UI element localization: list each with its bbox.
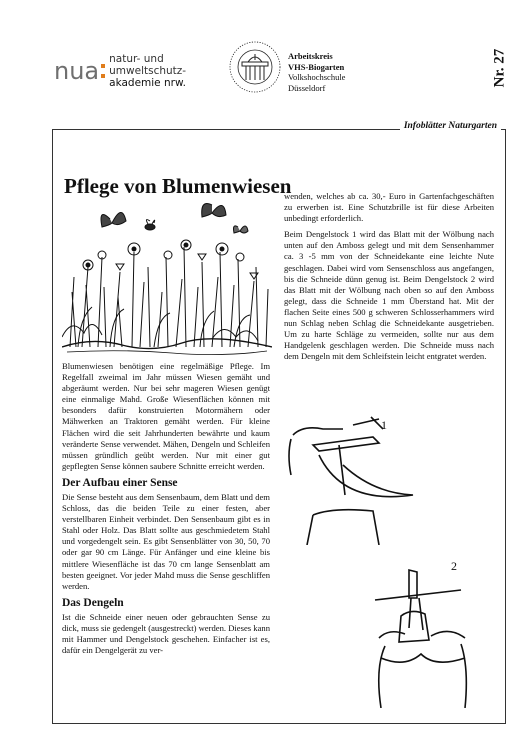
org-name: Arbeitskreis <box>288 51 333 61</box>
nua-logo-line-1: natur- und <box>109 53 164 65</box>
dengeln-paragraph: Ist die Schneide einer neuen oder gebrauchten Sense zu dick, muss sie gedengelt (ausgestreckt) werden. Dieses kann mit Hammer und Dengelstock geschehen. Einfacher ist es, dafür ein Dengelgerät zu ver- <box>62 611 270 656</box>
figure-label-1: 1 <box>381 418 387 432</box>
org-sub-2: Düsseldorf <box>288 82 326 93</box>
vhs-seal-icon <box>228 40 282 94</box>
right-paragraph-2: Beim Dengelstock 1 wird das Blatt mit der Wölbung nach unten auf den Amboss gelegt und mit dem Sensenhammer ca. 3 -5 mm von der Schneidekante eine leichte Nute geschlagen. Dabei wird vom Sensenschloss aus angefangen, bis die Schneide dünn genug ist. Beim Dengelstock 2 wird das Blatt mit der Wölbung nach oben so auf den Amboss gelegt, dass die Schneide 1 mm Überstand hat. Mit der flachen Seite eines 500 g schweren Schlosserhammers wird nun Schlag neben Schlag die Schneidekante ausgetrieben. Um zu harte Schläge zu vermeiden, sollte nur aus dem Handgelenk geschlagen werden. Die Schneide muss nach dem Dengeln mit dem Schleifstein leicht entgratet werden. <box>284 229 494 362</box>
nua-logo-line-3: akademie nrw. <box>109 77 186 89</box>
org-sub-1: Volkshochschule <box>288 72 346 82</box>
dengelstock-1-illustration <box>283 415 443 545</box>
series-label: Infoblätter Naturgarten <box>400 121 501 131</box>
nua-logo-text <box>109 53 186 89</box>
nua-logo <box>54 53 186 89</box>
right-paragraph-1: wenden, welches ab ca. 30,- Euro in Gartenfachgeschäften zu erwerben ist. Eine Schutzbrille ist für diese Arbeiten unbedingt erforderlich. <box>284 191 494 224</box>
org-address <box>288 51 345 93</box>
dengelstock-2-illustration <box>365 558 485 708</box>
heading-dengeln: Das Dengeln <box>62 596 124 609</box>
org-name-2: VHS-Biogarten <box>288 61 345 72</box>
meadow-illustration <box>62 197 272 357</box>
nua-logo-line-2: umweltschutz- <box>109 65 187 77</box>
nua-logo-word: nua <box>54 57 100 85</box>
nua-logo-colon <box>101 64 105 78</box>
right-column <box>284 191 494 367</box>
intro-paragraph: Blumenwiesen benötigen eine regelmäßige Pflege. Im Regelfall zweimal im Jahr müssen Wiesen gemäht und abgeräumt werden. Nur bei sehr mageren Wiesen genügt eine einmalige Mahd. Große Wiesenflächen können mit besonders dafür konstruierten Motormähern oder Mähwerken an Traktoren gemäht werden. Für kleine Flächen wird die seit Jahrhunderten bewährte und kaum veränderte Sense verwendet. Mähen, Dengeln und Schleifen müssen gründlich geübt werden. Nur mit einer gut gepflegten Sense können saubere Schnitte erreicht werden. <box>62 361 270 471</box>
left-column <box>62 361 270 661</box>
heading-aufbau: Der Aufbau einer Sense <box>62 476 178 489</box>
page-title: Pflege von Blumenwiesen <box>64 174 292 198</box>
figure-label-2: 2 <box>451 559 457 573</box>
issue-number <box>490 42 510 94</box>
aufbau-paragraph: Die Sense besteht aus dem Sensenbaum, dem Blatt und dem Schloss, das die beiden Teile zu einer festen, aber verstellbaren Einheit verbindet. Den Sensenbaum gibt es in Stahl oder Holz. Das Blatt sollte aus geschmiedetem Stahl und vorgedengelt sein. Es gibt Sensenblätter von 30, 50, 70 oder gar 90 cm Länge. Für Anfänger und eine kleine bis mittlere Wiesenfläche ist das 70 cm lange Sensenblatt am besten geeignet. Vor jeder Mahd muss die Sense geschliffen werden. <box>62 491 270 591</box>
issue-number-text: Nr. 27 <box>491 48 508 88</box>
